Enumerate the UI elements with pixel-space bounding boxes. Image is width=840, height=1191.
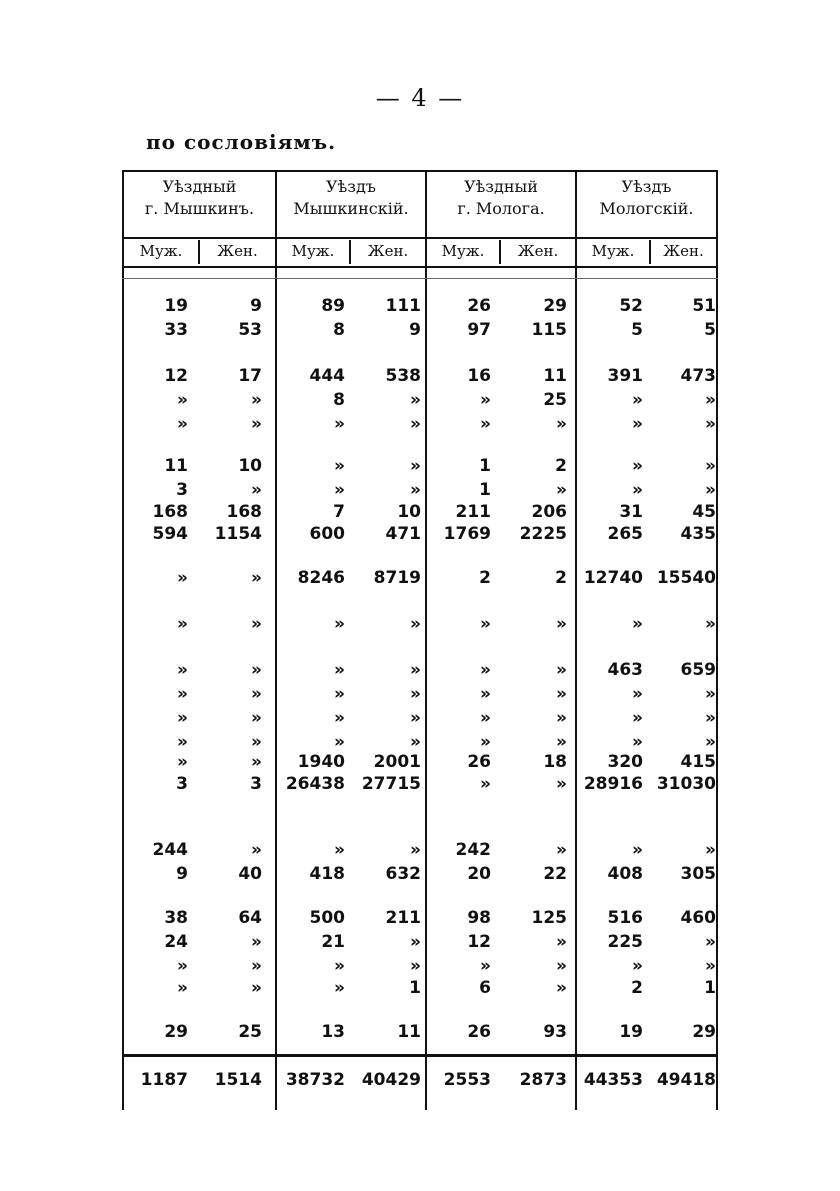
subheader-female: Жен. (517, 242, 559, 260)
table-cell: 9 (176, 864, 188, 884)
subheader-male: Муж. (291, 242, 335, 260)
table-cell: » (556, 684, 567, 704)
table-cell: » (632, 732, 643, 752)
table-cell: 24 (164, 932, 188, 952)
total-cell: 38732 (285, 1070, 345, 1090)
total-cell: 2553 (443, 1070, 491, 1090)
table-cell: 516 (607, 908, 643, 928)
table-cell: 594 (152, 524, 188, 544)
table-cell: » (556, 978, 567, 998)
table-cell: » (632, 480, 643, 500)
table-cell: 11 (397, 1022, 421, 1042)
table-cell: » (410, 614, 421, 634)
table-cell: » (632, 456, 643, 476)
table-cell: » (705, 732, 716, 752)
table-cell: » (177, 708, 188, 728)
total-cell: 49418 (656, 1070, 716, 1090)
table-cell: » (410, 684, 421, 704)
table-cell: » (410, 956, 421, 976)
table-cell: » (177, 568, 188, 588)
table-cell: 53 (238, 320, 262, 340)
table-cell: 52 (619, 296, 643, 316)
table-cell: 25 (543, 390, 567, 410)
table-cell: 538 (385, 366, 421, 386)
table-cell: 1 (479, 456, 491, 476)
table-cell: » (177, 684, 188, 704)
table-cell: » (251, 684, 262, 704)
table-cell: 244 (152, 840, 188, 860)
table-cell: » (334, 660, 345, 680)
table-cell: » (334, 414, 345, 434)
table-row (122, 456, 718, 480)
table-cell: 115 (531, 320, 567, 340)
table-row (122, 614, 718, 638)
table-row (122, 752, 718, 776)
table-cell: » (705, 684, 716, 704)
table-cell: 38 (164, 908, 188, 928)
table-caption: по сословіямъ. (146, 130, 337, 154)
table-cell: 500 (309, 908, 345, 928)
table-cell: » (177, 978, 188, 998)
table-cell: 11 (164, 456, 188, 476)
table-cell: 111 (385, 296, 421, 316)
table-cell: » (251, 614, 262, 634)
table-row (122, 502, 718, 526)
group-header-line2: г. Мышкинъ. (144, 199, 255, 218)
table-row (122, 684, 718, 708)
table-cell: 29 (164, 1022, 188, 1042)
table-cell: 2 (555, 568, 567, 588)
table-cell: » (251, 956, 262, 976)
table-cell: 435 (680, 524, 716, 544)
table-cell: » (251, 390, 262, 410)
table-cell: » (556, 480, 567, 500)
table-cell: » (251, 932, 262, 952)
table-cell: » (334, 708, 345, 728)
page-number: — 4 — (375, 84, 465, 112)
table-cell: 25 (238, 1022, 262, 1042)
table-cell: » (177, 414, 188, 434)
table-cell: » (632, 956, 643, 976)
total-cell: 1514 (214, 1070, 262, 1090)
table-cell: » (334, 480, 345, 500)
table-row (122, 956, 718, 980)
table-cell: 8246 (297, 568, 345, 588)
table-row (122, 480, 718, 504)
table-cell: » (632, 390, 643, 410)
table-cell: » (334, 684, 345, 704)
table-cell: 408 (607, 864, 643, 884)
table-cell: » (705, 456, 716, 476)
table-cell: 89 (321, 296, 345, 316)
table-cell: » (251, 568, 262, 588)
table-cell: 64 (238, 908, 262, 928)
table-cell: 1940 (297, 752, 345, 772)
table-cell: » (632, 684, 643, 704)
table-cell: » (251, 660, 262, 680)
table-cell: 8 (333, 390, 345, 410)
table-cell: 444 (309, 366, 345, 386)
table-cell: » (251, 480, 262, 500)
table-cell: » (334, 456, 345, 476)
table-cell: 463 (607, 660, 643, 680)
table-row (122, 568, 718, 592)
table-cell: 3 (176, 774, 188, 794)
table-cell: 168 (226, 502, 262, 522)
table-cell: 26 (467, 1022, 491, 1042)
table-cell: » (177, 614, 188, 634)
table-cell: » (410, 480, 421, 500)
table-cell: » (480, 956, 491, 976)
header-rule-2 (122, 266, 718, 268)
table-cell: 471 (385, 524, 421, 544)
table-cell: » (480, 684, 491, 704)
table-cell: 659 (680, 660, 716, 680)
table-cell: 16 (467, 366, 491, 386)
table-cell: 7 (333, 502, 345, 522)
table-cell: 125 (531, 908, 567, 928)
table-cell: 265 (607, 524, 643, 544)
table-cell: 93 (543, 1022, 567, 1042)
table-cell: » (177, 660, 188, 680)
group-header (277, 176, 425, 220)
table-cell: 19 (619, 1022, 643, 1042)
total-cell: 44353 (583, 1070, 643, 1090)
table-cell: » (334, 614, 345, 634)
group-header-line2: г. Молога. (457, 199, 545, 218)
table-cell: 3 (250, 774, 262, 794)
table-cell: 31 (619, 502, 643, 522)
table-cell: 2 (479, 568, 491, 588)
table-cell: 1154 (214, 524, 262, 544)
group-header (427, 176, 575, 220)
table-row (122, 932, 718, 956)
table-cell: 415 (680, 752, 716, 772)
table-cell: » (334, 840, 345, 860)
table-cell: » (556, 614, 567, 634)
group-header (577, 176, 716, 220)
table-cell: » (410, 414, 421, 434)
table-cell: 26 (467, 752, 491, 772)
table-cell: 45 (692, 502, 716, 522)
totals-row (122, 1070, 718, 1096)
table-cell: » (251, 732, 262, 752)
table-cell: » (177, 390, 188, 410)
table-cell: 29 (543, 296, 567, 316)
total-cell: 2873 (519, 1070, 567, 1090)
table-cell: 15540 (656, 568, 716, 588)
table-cell: 1769 (443, 524, 491, 544)
body-top-rule (122, 278, 718, 279)
table-cell: 391 (607, 366, 643, 386)
table-cell: 97 (467, 320, 491, 340)
table-cell: » (556, 732, 567, 752)
totals-rule (122, 1054, 718, 1057)
table-cell: 6 (479, 978, 491, 998)
table-cell: 11 (543, 366, 567, 386)
subheader-female: Жен. (663, 242, 704, 260)
table-cell: 2225 (519, 524, 567, 544)
table-row (122, 708, 718, 732)
table-cell: 22 (543, 864, 567, 884)
table-cell: 40 (238, 864, 262, 884)
table-cell: 28916 (583, 774, 643, 794)
table-cell: 19 (164, 296, 188, 316)
table-cell: 33 (164, 320, 188, 340)
table-cell: » (556, 956, 567, 976)
table-cell: » (632, 614, 643, 634)
table-cell: » (632, 840, 643, 860)
table-cell: » (177, 752, 188, 772)
total-cell: 40429 (361, 1070, 421, 1090)
table-row (122, 524, 718, 548)
group-header-line2: Мышкинскій. (293, 199, 409, 218)
table-row (122, 1022, 718, 1046)
table-cell: » (480, 732, 491, 752)
table-cell: 305 (680, 864, 716, 884)
subheader-male: Муж. (441, 242, 485, 260)
table-cell: » (556, 774, 567, 794)
subheader-male: Муж. (591, 242, 635, 260)
table-cell: 473 (680, 366, 716, 386)
header-rule-1 (122, 237, 718, 239)
table-cell: 5 (704, 320, 716, 340)
table-cell: » (480, 414, 491, 434)
table-cell: 12 (467, 932, 491, 952)
table-cell: 8719 (373, 568, 421, 588)
table-cell: 2 (555, 456, 567, 476)
subheader-female: Жен. (217, 242, 258, 260)
table-cell: 26438 (285, 774, 345, 794)
table-cell: » (705, 708, 716, 728)
table-cell: » (334, 978, 345, 998)
table-row (122, 320, 718, 344)
table-cell: 211 (455, 502, 491, 522)
table-cell: 9 (250, 296, 262, 316)
table-cell: 8 (333, 320, 345, 340)
table-cell: 51 (692, 296, 716, 316)
table-cell: » (705, 480, 716, 500)
table-cell: 29 (692, 1022, 716, 1042)
table-cell: » (480, 708, 491, 728)
table-cell: » (251, 414, 262, 434)
table-cell: 31030 (656, 774, 716, 794)
table-cell: » (705, 390, 716, 410)
table-cell: » (705, 414, 716, 434)
table-cell: 98 (467, 908, 491, 928)
table-cell: 20 (467, 864, 491, 884)
table-row (122, 390, 718, 414)
table-cell: » (251, 708, 262, 728)
table-cell: 5 (631, 320, 643, 340)
table-cell: 12 (164, 366, 188, 386)
table-cell: » (410, 732, 421, 752)
table-cell: 27715 (361, 774, 421, 794)
table-cell: 3 (176, 480, 188, 500)
table-cell: 206 (531, 502, 567, 522)
table-cell: 1 (479, 480, 491, 500)
table-cell: » (410, 840, 421, 860)
table-cell: 211 (385, 908, 421, 928)
table-cell: » (632, 414, 643, 434)
table-cell: 10 (238, 456, 262, 476)
table-cell: 21 (321, 932, 345, 952)
table-cell: » (177, 956, 188, 976)
table-cell: » (556, 708, 567, 728)
table-cell: 168 (152, 502, 188, 522)
table-cell: 26 (467, 296, 491, 316)
table-row (122, 660, 718, 684)
table-cell: » (480, 660, 491, 680)
table-cell: 418 (309, 864, 345, 884)
group-header-line1: Уѣздъ (621, 177, 672, 196)
table-cell: » (705, 932, 716, 952)
subheader-male: Муж. (139, 242, 183, 260)
table-cell: » (480, 614, 491, 634)
table-cell: 632 (385, 864, 421, 884)
table-cell: 9 (409, 320, 421, 340)
table-cell: 17 (238, 366, 262, 386)
table-cell: » (480, 774, 491, 794)
table-cell: » (556, 840, 567, 860)
table-cell: » (556, 932, 567, 952)
table-cell: 13 (321, 1022, 345, 1042)
table-cell: » (334, 956, 345, 976)
table-cell: » (410, 390, 421, 410)
table-row (122, 366, 718, 390)
table-row (122, 978, 718, 1002)
table-top-rule (122, 170, 718, 172)
table-cell: » (334, 732, 345, 752)
table-cell: » (632, 708, 643, 728)
table-cell: 600 (309, 524, 345, 544)
table-cell: 460 (680, 908, 716, 928)
table-cell: » (480, 390, 491, 410)
table-row (122, 840, 718, 864)
table-cell: » (705, 956, 716, 976)
table-cell: 242 (455, 840, 491, 860)
table-cell: » (251, 752, 262, 772)
table-row (122, 296, 718, 320)
table-cell: 2001 (373, 752, 421, 772)
subheader-female: Жен. (367, 242, 409, 260)
table-cell: » (251, 978, 262, 998)
table-cell: 18 (543, 752, 567, 772)
table-cell: » (177, 732, 188, 752)
table-cell: » (410, 660, 421, 680)
table-cell: 2 (631, 978, 643, 998)
group-header-line1: Уѣздъ (326, 177, 376, 196)
group-header (124, 176, 275, 220)
table-cell: 1 (409, 978, 421, 998)
table-cell: » (705, 614, 716, 634)
table-cell: » (556, 414, 567, 434)
table-cell: » (410, 708, 421, 728)
table-row (122, 414, 718, 438)
group-header-line1: Уѣздный (162, 177, 237, 196)
table-cell: » (251, 840, 262, 860)
table-cell: » (410, 456, 421, 476)
table-cell: 320 (607, 752, 643, 772)
table-cell: 10 (397, 502, 421, 522)
table-row (122, 864, 718, 888)
table-row (122, 774, 718, 798)
table-cell: 1 (704, 978, 716, 998)
table-cell: » (410, 932, 421, 952)
group-header-line1: Уѣздный (464, 177, 538, 196)
table-row (122, 908, 718, 932)
table-cell: » (556, 660, 567, 680)
table-cell: 225 (607, 932, 643, 952)
group-header-line2: Мологскій. (599, 199, 694, 218)
table-cell: 12740 (583, 568, 643, 588)
table-cell: » (705, 840, 716, 860)
total-cell: 1187 (140, 1070, 188, 1090)
